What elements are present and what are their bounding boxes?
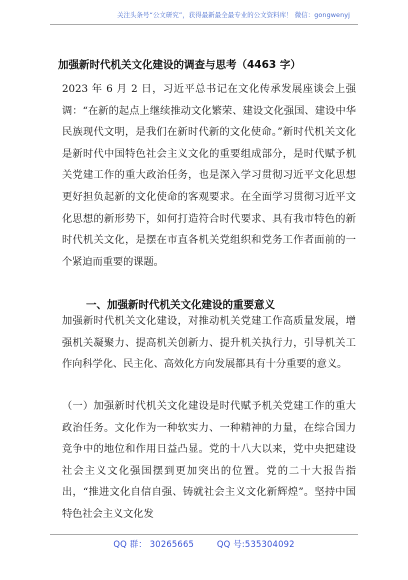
section-heading: 一、加强新时代机关文化建设的重要意义 (86, 299, 275, 311)
footer-qq-group: QQ 群： 30265665 (113, 539, 194, 549)
footer-qq-number: QQ 号:535304092 (216, 539, 295, 549)
paragraph-intro: 2023 年 6 月 2 日，习近平总书记在文化传承发展座谈会上强调：“在新的起点上继续推动文化繁荣、建设文化强国、建设中华民族现代文明，是我们在新时代新的文化使命。”新时代机关文化是新时代中国特色社会主义文化的重要组成部分，是时代赋予机关党建工作的重大政治任务，也是深入学习贯彻习近平文化思想更好担负起新的文化使命的客观要求。在全面学习贯彻习近平文化思想的新形势下，如何打造符合时代要求、具有我市特色的新时代机关文化，是摆在市直各机关党组织和党务工作者面前的一个紧迫而重要的课题。 (62, 84, 356, 268)
paragraph-significance: 加强新时代机关文化建设，对推动机关党建工作高质量发展，增强机关凝聚力、提高机关创新力、提升机关执行力，引导机关工作向科学化、民主化、高效化方向发展都具有十分重要的意义。 (62, 316, 356, 371)
header-banner: 关注头条号“公文研究”，获得最新最全最专业的公文资料库！ 微信：gongwenyj (117, 11, 350, 19)
document-title: 加强新时代机关文化建设的调查与思考（4463 字） (58, 59, 301, 71)
header-divider (50, 24, 358, 25)
footer-divider (50, 534, 358, 535)
paragraph-point-one: （一）加强新时代机关文化建设是时代赋予机关党建工作的重大政治任务。文化作为一种软实力、一种精神的力量，在综合国力竞争中的地位和作用日益凸显。党的十八大以来，党中央把建设社会主义文化强国摆到更加突出的位置。党的二十大报告指出，“推进文化自信自强、铸就社会主义文化新辉煌”。坚持中国特色社会主义文化发 (62, 401, 356, 520)
footer-contact (0, 538, 408, 550)
